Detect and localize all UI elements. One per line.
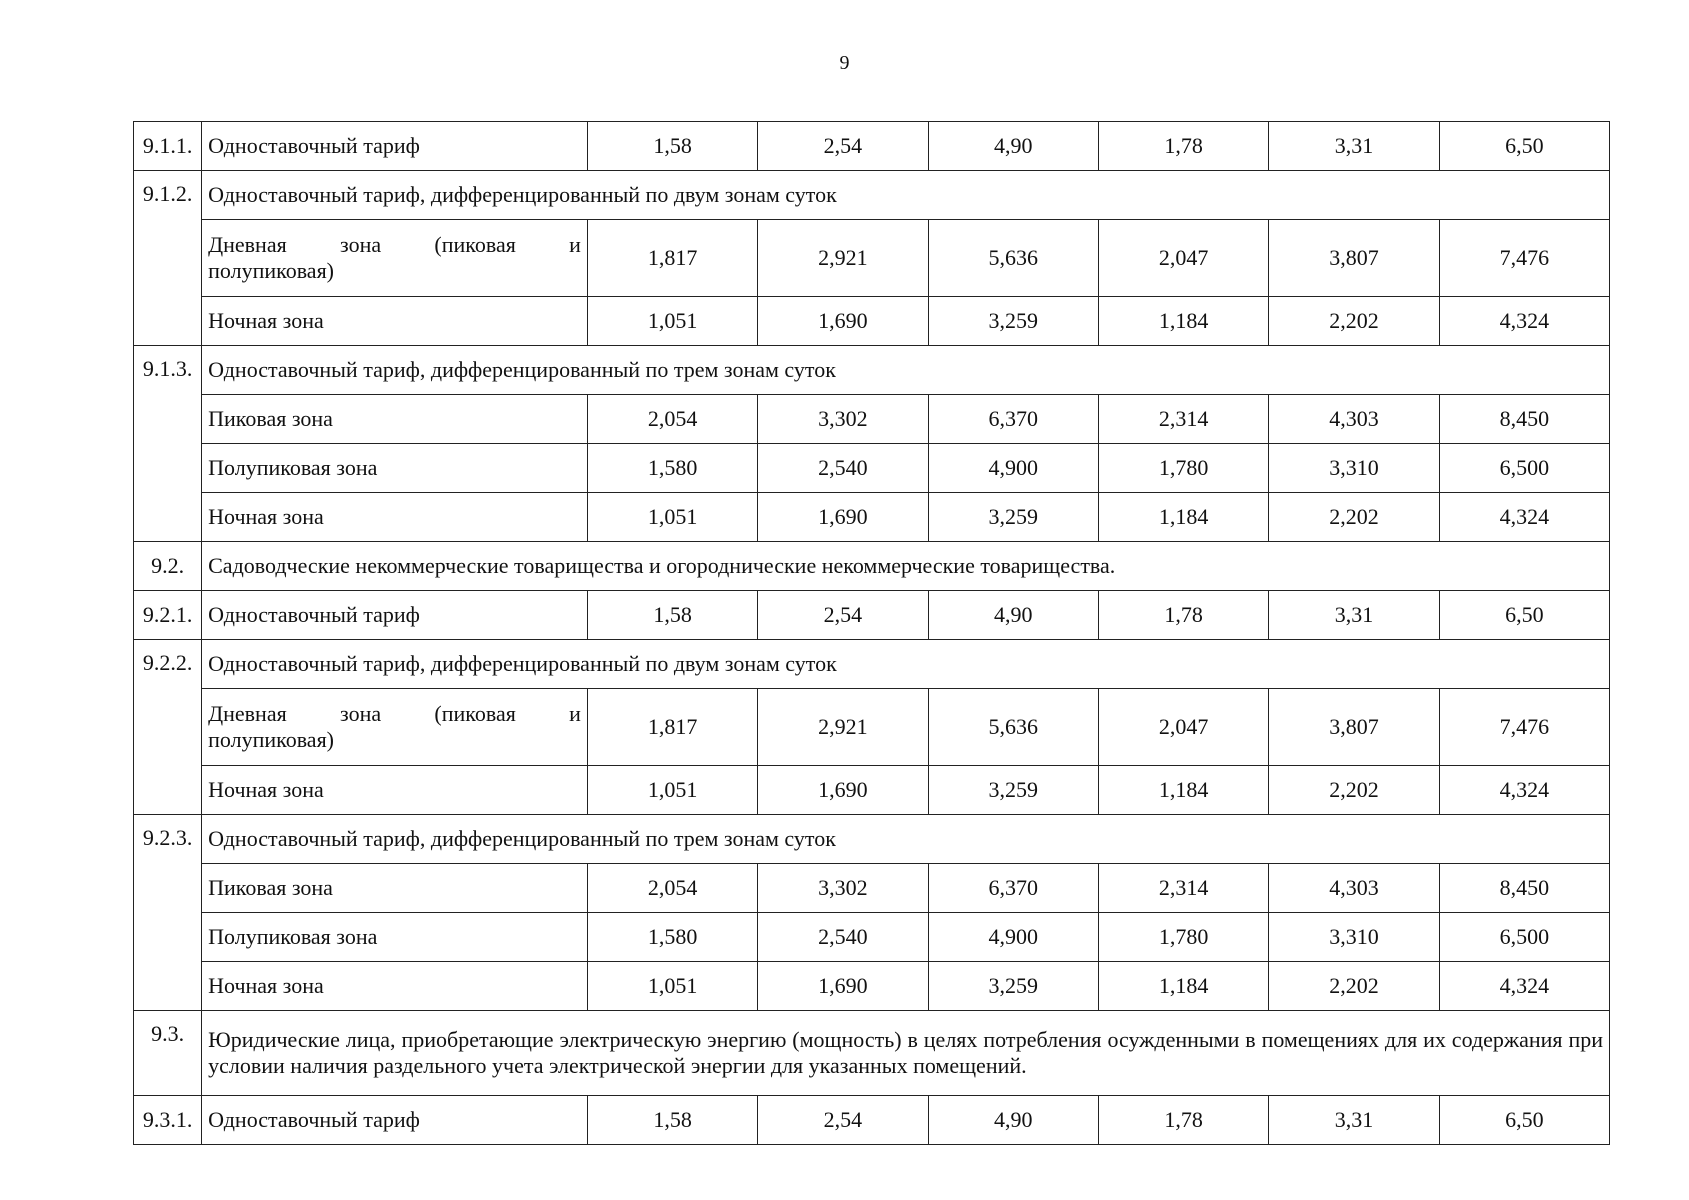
value-cell: 1,58	[587, 122, 757, 171]
row-number: 9.2.	[134, 542, 202, 591]
table-row	[134, 1011, 1610, 1096]
row-number: 9.1.1.	[134, 122, 202, 171]
value-cell: 1,58	[587, 591, 757, 640]
value-cell: 2,54	[758, 122, 928, 171]
table-row	[134, 493, 1610, 542]
row-number: 9.1.2.	[134, 171, 202, 346]
value-cell: 2,921	[758, 689, 928, 766]
value-cell: 7,476	[1439, 689, 1609, 766]
table-row	[134, 346, 1610, 395]
row-label: Ночная зона	[202, 766, 588, 815]
value-cell: 1,78	[1098, 591, 1268, 640]
value-cell: 6,50	[1439, 1096, 1609, 1145]
value-cell: 1,817	[587, 689, 757, 766]
section-label: Юридические лица, приобретающие электрическую энергию (мощность) в целях потребления осужденными в помещениях для их содержания при условии наличия раздельного учета электрической энергии для указанных помещений.	[202, 1011, 1610, 1096]
value-cell: 4,324	[1439, 766, 1609, 815]
value-cell: 1,184	[1098, 766, 1268, 815]
value-cell: 2,054	[587, 864, 757, 913]
value-cell: 2,047	[1098, 689, 1268, 766]
value-cell: 4,303	[1269, 395, 1439, 444]
value-cell: 3,259	[928, 962, 1098, 1011]
row-label-line1: Дневная зона (пиковая и	[208, 232, 581, 257]
value-cell: 1,58	[587, 1096, 757, 1145]
value-cell: 4,324	[1439, 297, 1609, 346]
value-cell: 7,476	[1439, 220, 1609, 297]
table-row	[134, 766, 1610, 815]
table-row	[134, 689, 1610, 766]
value-cell: 1,051	[587, 766, 757, 815]
value-cell: 2,921	[758, 220, 928, 297]
value-cell: 1,78	[1098, 122, 1268, 171]
value-cell: 2,314	[1098, 395, 1268, 444]
value-cell: 1,780	[1098, 913, 1268, 962]
value-cell: 1,780	[1098, 444, 1268, 493]
value-cell: 4,90	[928, 122, 1098, 171]
row-label	[202, 220, 588, 297]
table-row	[134, 864, 1610, 913]
value-cell: 6,50	[1439, 122, 1609, 171]
tariff-table	[133, 121, 1610, 1145]
value-cell: 1,690	[758, 766, 928, 815]
value-cell: 3,302	[758, 395, 928, 444]
table-row	[134, 962, 1610, 1011]
value-cell: 4,324	[1439, 962, 1609, 1011]
value-cell: 2,047	[1098, 220, 1268, 297]
value-cell: 4,900	[928, 444, 1098, 493]
value-cell: 1,690	[758, 962, 928, 1011]
value-cell: 3,31	[1269, 591, 1439, 640]
table-row	[134, 815, 1610, 864]
table-row	[134, 542, 1610, 591]
row-label-line2: полупиковая)	[208, 258, 335, 283]
row-label: Одноставочный тариф, дифференцированный по двум зонам суток	[202, 171, 1610, 220]
value-cell: 3,310	[1269, 913, 1439, 962]
row-number: 9.2.1.	[134, 591, 202, 640]
row-label: Пиковая зона	[202, 395, 588, 444]
row-label: Одноставочный тариф, дифференцированный по трем зонам суток	[202, 815, 1610, 864]
table-row	[134, 395, 1610, 444]
value-cell: 6,500	[1439, 444, 1609, 493]
value-cell: 2,540	[758, 444, 928, 493]
value-cell: 2,054	[587, 395, 757, 444]
value-cell: 1,051	[587, 962, 757, 1011]
value-cell: 4,90	[928, 591, 1098, 640]
table-row	[134, 297, 1610, 346]
row-label: Ночная зона	[202, 962, 588, 1011]
row-number: 9.3.	[134, 1011, 202, 1096]
value-cell: 8,450	[1439, 395, 1609, 444]
row-label: Полупиковая зона	[202, 913, 588, 962]
row-label: Ночная зона	[202, 297, 588, 346]
value-cell: 2,202	[1269, 493, 1439, 542]
value-cell: 2,54	[758, 1096, 928, 1145]
value-cell: 6,500	[1439, 913, 1609, 962]
row-label	[202, 689, 588, 766]
value-cell: 8,450	[1439, 864, 1609, 913]
row-label: Одноставочный тариф	[202, 1096, 588, 1145]
value-cell: 1,580	[587, 444, 757, 493]
table-row	[134, 444, 1610, 493]
value-cell: 1,184	[1098, 962, 1268, 1011]
value-cell: 4,90	[928, 1096, 1098, 1145]
value-cell: 1,580	[587, 913, 757, 962]
row-number: 9.2.2.	[134, 640, 202, 815]
value-cell: 1,184	[1098, 493, 1268, 542]
value-cell: 5,636	[928, 689, 1098, 766]
value-cell: 2,202	[1269, 297, 1439, 346]
row-label-line1: Дневная зона (пиковая и	[208, 701, 581, 726]
value-cell: 1,690	[758, 297, 928, 346]
row-number: 9.1.3.	[134, 346, 202, 542]
table-row	[134, 122, 1610, 171]
value-cell: 6,50	[1439, 591, 1609, 640]
row-number: 9.2.3.	[134, 815, 202, 1011]
value-cell: 3,259	[928, 297, 1098, 346]
table-row	[134, 171, 1610, 220]
value-cell: 1,051	[587, 493, 757, 542]
value-cell: 1,051	[587, 297, 757, 346]
value-cell: 2,540	[758, 913, 928, 962]
value-cell: 5,636	[928, 220, 1098, 297]
value-cell: 2,54	[758, 591, 928, 640]
value-cell: 6,370	[928, 864, 1098, 913]
row-number: 9.3.1.	[134, 1096, 202, 1145]
value-cell: 1,690	[758, 493, 928, 542]
row-label-line2: полупиковая)	[208, 727, 335, 752]
row-label: Полупиковая зона	[202, 444, 588, 493]
value-cell: 1,817	[587, 220, 757, 297]
value-cell: 3,31	[1269, 122, 1439, 171]
value-cell: 3,31	[1269, 1096, 1439, 1145]
value-cell: 4,324	[1439, 493, 1609, 542]
value-cell: 3,259	[928, 766, 1098, 815]
table-row	[134, 640, 1610, 689]
value-cell: 1,78	[1098, 1096, 1268, 1145]
page-number: 9	[839, 52, 850, 74]
value-cell: 3,807	[1269, 220, 1439, 297]
value-cell: 3,302	[758, 864, 928, 913]
section-label: Садоводческие некоммерческие товарищества и огороднические некоммерческие товарищества.	[202, 542, 1610, 591]
value-cell: 2,314	[1098, 864, 1268, 913]
row-label: Одноставочный тариф, дифференцированный по двум зонам суток	[202, 640, 1610, 689]
value-cell: 4,303	[1269, 864, 1439, 913]
row-label: Ночная зона	[202, 493, 588, 542]
table-row	[134, 1096, 1610, 1145]
row-label: Пиковая зона	[202, 864, 588, 913]
value-cell: 2,202	[1269, 962, 1439, 1011]
value-cell: 3,807	[1269, 689, 1439, 766]
value-cell: 3,259	[928, 493, 1098, 542]
row-label: Одноставочный тариф	[202, 122, 588, 171]
table-row	[134, 591, 1610, 640]
table-row	[134, 913, 1610, 962]
value-cell: 4,900	[928, 913, 1098, 962]
value-cell: 1,184	[1098, 297, 1268, 346]
row-label: Одноставочный тариф, дифференцированный по трем зонам суток	[202, 346, 1610, 395]
row-label: Одноставочный тариф	[202, 591, 588, 640]
table-row	[134, 220, 1610, 297]
value-cell: 6,370	[928, 395, 1098, 444]
value-cell: 3,310	[1269, 444, 1439, 493]
value-cell: 2,202	[1269, 766, 1439, 815]
